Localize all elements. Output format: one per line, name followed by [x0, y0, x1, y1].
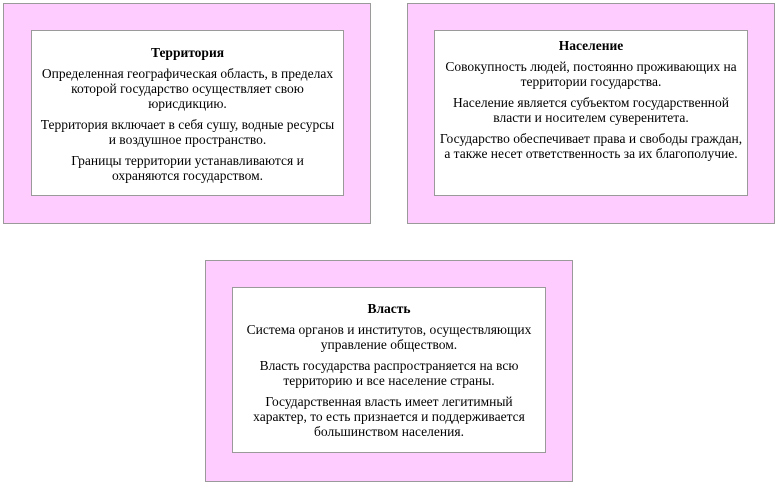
- power-title: Власть: [367, 301, 411, 316]
- territory-title: Территория: [150, 45, 225, 60]
- population-rights: Государство обеспечивает права и свободы граждан, а также несет ответственность за их благополучие.: [439, 131, 743, 161]
- population-card: [434, 30, 748, 196]
- territory-composition: Территория включает в себя сушу, водные ресурсы и воздушное пространство.: [40, 117, 335, 147]
- power-card: [232, 287, 546, 453]
- population-sovereignty: Население является субъектом государственной власти и носителем суверенитета.: [452, 95, 730, 125]
- power-panel: [205, 260, 573, 482]
- population-panel: [407, 3, 775, 224]
- power-definition: Система органов и институтов, осуществляющих управление обществом.: [246, 322, 532, 352]
- power-legitimacy: Государственная власть имеет легитимный характер, то есть признается и поддерживается большинством населения.: [253, 394, 525, 439]
- power-scope: Власть государства распространяется на всю территорию и все население страны.: [259, 358, 519, 388]
- territory-borders: Границы территории устанавливаются и охраняются государством.: [71, 153, 304, 183]
- territory-definition: Определенная географическая область, в пределах которой государство осуществляет свою юрисдикцию.: [41, 66, 334, 111]
- territory-card: [31, 30, 344, 196]
- population-title: Население: [558, 38, 624, 53]
- population-definition: Совокупность людей, постоянно проживающих на территории государства.: [445, 59, 737, 89]
- territory-panel: [3, 3, 371, 224]
